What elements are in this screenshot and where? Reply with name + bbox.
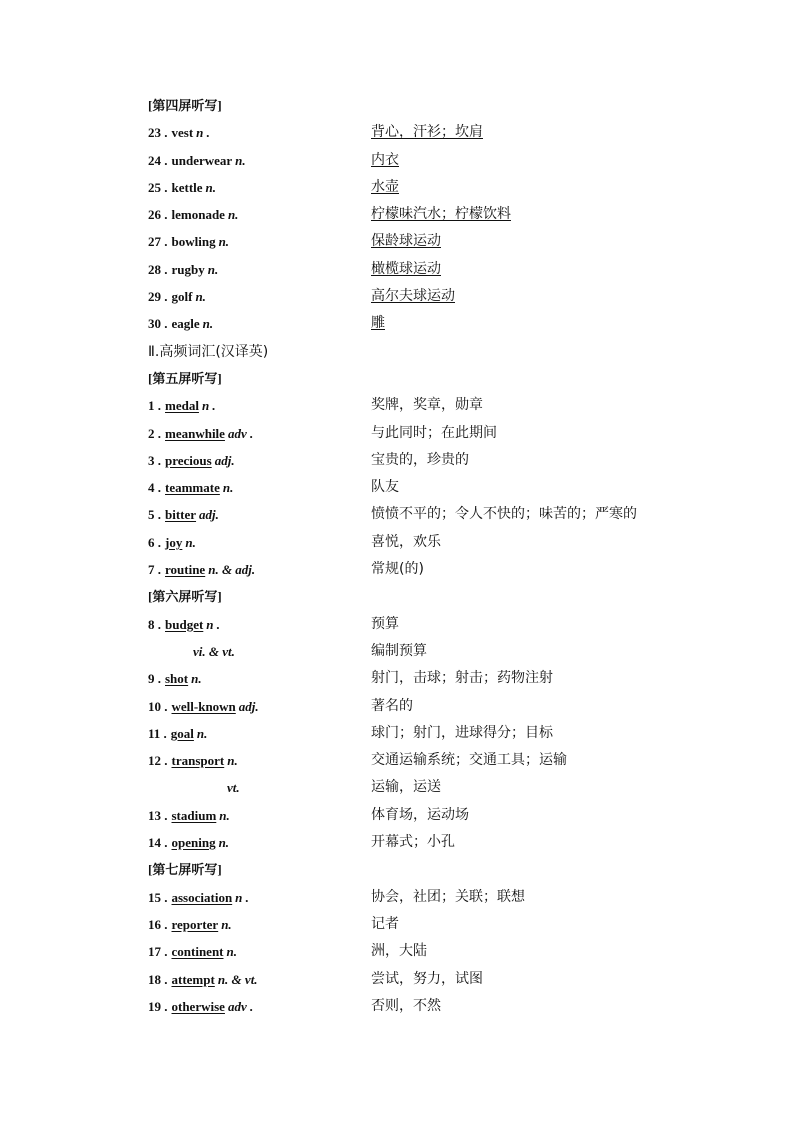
vocab-row xyxy=(148,447,708,474)
english-term xyxy=(148,256,218,283)
item-number: 16 . xyxy=(148,916,168,932)
chinese-meaning: 保龄球运动 xyxy=(371,233,441,250)
item-number: 19 . xyxy=(148,998,168,1014)
english-term xyxy=(148,693,259,720)
item-number: 6 . xyxy=(148,534,161,550)
english-word: bitter xyxy=(165,507,197,523)
item-number: 7 . xyxy=(148,562,161,578)
part-of-speech: adv . xyxy=(227,425,254,441)
vocab-row xyxy=(148,665,708,692)
section-header xyxy=(148,365,708,392)
part-of-speech: n. xyxy=(218,835,230,851)
item-number: 23 . xyxy=(148,125,168,141)
english-term xyxy=(148,611,220,638)
chinese-meaning: 与此同时；在此期间 xyxy=(371,424,497,441)
english-term xyxy=(148,474,233,501)
english-term xyxy=(148,938,237,965)
chinese-meaning: 队友 xyxy=(371,479,399,496)
english-word: goal xyxy=(170,725,194,741)
item-number: 25 . xyxy=(148,179,168,195)
english-term xyxy=(148,147,246,174)
vocab-row xyxy=(148,201,708,228)
part-of-speech: n. xyxy=(226,944,237,960)
part-of-speech: n. xyxy=(195,289,206,305)
chinese-meaning: 背心，汗衫；坎肩 xyxy=(371,124,483,141)
part-of-speech: n. & vt. xyxy=(217,971,258,987)
english-term xyxy=(148,447,235,474)
english-term xyxy=(148,201,238,228)
item-number: 12 . xyxy=(148,753,168,769)
english-word: meanwhile xyxy=(165,425,225,441)
english-word: lemonade xyxy=(171,207,225,223)
english-term xyxy=(148,911,232,938)
english-word: attempt xyxy=(171,971,215,987)
english-term xyxy=(190,638,235,665)
vocab-row xyxy=(148,228,708,255)
part-of-speech: n. xyxy=(221,916,232,932)
chinese-meaning: 尝试，努力，试图 xyxy=(371,970,483,987)
chinese-meaning: 高尔夫球运动 xyxy=(371,288,455,305)
chinese-meaning: 内衣 xyxy=(371,151,399,168)
item-number: 24 . xyxy=(148,152,168,168)
chinese-meaning: 宝贵的，珍贵的 xyxy=(371,451,469,468)
english-term xyxy=(148,174,216,201)
item-number: 15 . xyxy=(148,889,168,905)
vocabulary-list xyxy=(148,92,708,1020)
english-term xyxy=(148,228,229,255)
english-term xyxy=(224,774,240,801)
chinese-meaning: 洲，大陆 xyxy=(371,943,427,960)
section-header xyxy=(148,92,708,119)
english-word: routine xyxy=(165,562,206,578)
vocab-row xyxy=(148,829,708,856)
item-number: 28 . xyxy=(148,261,168,277)
part-of-speech: n. xyxy=(219,807,230,823)
english-term xyxy=(148,310,213,337)
vocab-row xyxy=(148,556,708,583)
item-number: 8 . xyxy=(148,616,161,632)
chinese-meaning: 著名的 xyxy=(371,697,413,714)
chinese-meaning: 否则，不然 xyxy=(371,997,441,1014)
vocab-row xyxy=(148,420,708,447)
chinese-meaning: 运输，运送 xyxy=(371,779,441,796)
item-number: 14 . xyxy=(148,835,168,851)
part-of-speech: n. xyxy=(207,261,219,277)
part-of-speech: n. xyxy=(191,671,202,687)
chinese-meaning: 体育场，运动场 xyxy=(371,806,469,823)
english-word: bowling xyxy=(171,234,216,250)
english-word: kettle xyxy=(171,179,203,195)
item-number: 17 . xyxy=(148,944,168,960)
vocab-row xyxy=(148,993,708,1020)
english-word: teammate xyxy=(165,480,220,496)
vocab-row xyxy=(148,474,708,501)
part-of-speech: n. xyxy=(205,179,217,195)
english-word: eagle xyxy=(171,316,200,332)
part-of-speech: n . xyxy=(206,616,221,632)
english-word: golf xyxy=(171,289,193,305)
chinese-meaning: 球门；射门，进球得分；目标 xyxy=(371,724,553,741)
english-term xyxy=(148,993,253,1020)
english-word: shot xyxy=(165,671,189,687)
section-header xyxy=(148,856,708,883)
part-of-speech: n. xyxy=(222,480,234,496)
vocab-row xyxy=(148,392,708,419)
part-of-speech: n. xyxy=(227,207,239,223)
english-word: association xyxy=(171,889,233,905)
item-number: 30 . xyxy=(148,316,168,332)
part-heading xyxy=(148,338,708,365)
english-word: underwear xyxy=(171,152,233,168)
vocab-row xyxy=(148,256,708,283)
vocab-row xyxy=(148,747,708,774)
part-of-speech: n. xyxy=(196,725,208,741)
vocab-row xyxy=(148,174,708,201)
vocab-row xyxy=(148,283,708,310)
chinese-meaning: 记者 xyxy=(371,915,399,932)
chinese-meaning: 愤愤不平的；令人不快的；味苦的；严寒的 xyxy=(371,506,637,523)
item-number: 5 . xyxy=(148,507,161,523)
english-word: joy xyxy=(165,534,183,550)
item-number: 13 . xyxy=(148,807,168,823)
english-term xyxy=(148,501,219,528)
vocab-row xyxy=(148,501,708,528)
english-term xyxy=(148,966,258,993)
english-term xyxy=(148,119,210,146)
english-term xyxy=(148,829,229,856)
vocab-row xyxy=(148,802,708,829)
vocab-row xyxy=(148,774,708,801)
chinese-meaning: 预算 xyxy=(371,615,399,632)
english-term xyxy=(148,884,249,911)
item-number: 9 . xyxy=(148,671,161,687)
part-of-speech: n. xyxy=(202,316,214,332)
section-title: [第七屏听写] xyxy=(148,862,222,878)
vocab-row xyxy=(148,884,708,911)
section-title: [第六屏听写] xyxy=(148,589,222,605)
vocab-row xyxy=(148,938,708,965)
chinese-meaning: 射门，击球；射击；药物注射 xyxy=(371,670,553,687)
chinese-meaning: 奖牌，奖章，勋章 xyxy=(371,397,483,414)
english-term xyxy=(148,720,207,747)
part-of-speech: n . xyxy=(201,398,216,414)
chinese-meaning: 喜悦，欢乐 xyxy=(371,533,441,550)
part-of-speech: adv . xyxy=(227,998,254,1014)
part-of-speech: n. xyxy=(235,152,246,168)
section-title: [第五屏听写] xyxy=(148,370,222,386)
english-term xyxy=(148,747,238,774)
english-word: continent xyxy=(171,944,224,960)
part-of-speech: n . xyxy=(196,125,210,141)
part-of-speech: n. & adj. xyxy=(208,562,256,578)
part-of-speech: n. xyxy=(185,534,196,550)
vocab-row xyxy=(148,529,708,556)
english-word: transport xyxy=(171,753,225,769)
english-term xyxy=(148,529,196,556)
english-term xyxy=(148,420,253,447)
english-word: rugby xyxy=(171,261,205,277)
part-of-speech: adj. xyxy=(199,507,219,523)
section-title: [第四屏听写] xyxy=(148,98,222,113)
item-number: 4 . xyxy=(148,480,161,496)
english-word: opening xyxy=(171,835,216,851)
item-number: 1 . xyxy=(148,398,161,414)
item-number: 27 . xyxy=(148,234,168,250)
english-word: precious xyxy=(165,452,212,468)
vocab-row xyxy=(148,119,708,146)
item-number: 3 . xyxy=(148,452,161,468)
vocab-row xyxy=(148,966,708,993)
section-header xyxy=(148,583,708,610)
english-word: budget xyxy=(165,616,204,632)
chinese-meaning: 橄榄球运动 xyxy=(371,260,441,277)
item-number: 10 . xyxy=(148,698,168,714)
english-term xyxy=(148,802,230,829)
chinese-meaning: 常规(的) xyxy=(371,561,424,578)
chinese-meaning: 雕 xyxy=(371,315,385,332)
vocab-row xyxy=(148,911,708,938)
english-term xyxy=(148,283,206,310)
part-of-speech: vt. xyxy=(227,780,240,796)
english-term xyxy=(148,392,216,419)
english-word: vest xyxy=(171,125,194,141)
english-word: medal xyxy=(165,398,199,414)
chinese-meaning: 交通运输系统；交通工具；运输 xyxy=(371,752,567,769)
english-term xyxy=(148,665,202,692)
item-number: 26 . xyxy=(148,207,168,223)
part-of-speech: adj. xyxy=(238,698,259,714)
vocab-row xyxy=(148,693,708,720)
vocab-row xyxy=(148,310,708,337)
item-number: 11 . xyxy=(148,725,167,741)
part-of-speech: n . xyxy=(235,889,249,905)
chinese-meaning: 柠檬味汽水；柠檬饮料 xyxy=(371,206,511,223)
chinese-meaning: 编制预算 xyxy=(371,642,427,659)
vocab-row xyxy=(148,720,708,747)
part-heading-text: Ⅱ.高频词汇(汉译英) xyxy=(148,343,269,360)
item-number: 29 . xyxy=(148,289,168,305)
english-word: otherwise xyxy=(171,998,225,1014)
vocab-row xyxy=(148,147,708,174)
english-word: stadium xyxy=(171,807,217,823)
chinese-meaning: 协会，社团；关联；联想 xyxy=(371,888,525,905)
english-word: well-known xyxy=(171,698,236,714)
part-of-speech: adj. xyxy=(214,452,235,468)
part-of-speech: vi. & vt. xyxy=(193,643,235,659)
part-of-speech: n. xyxy=(218,234,230,250)
vocab-row xyxy=(148,611,708,638)
chinese-meaning: 开幕式；小孔 xyxy=(371,834,455,851)
part-of-speech: n. xyxy=(227,753,238,769)
item-number: 18 . xyxy=(148,971,168,987)
item-number: 2 . xyxy=(148,425,161,441)
english-term xyxy=(148,556,255,583)
vocab-row xyxy=(148,638,708,665)
chinese-meaning: 水壶 xyxy=(371,178,399,195)
english-word: reporter xyxy=(171,916,219,932)
